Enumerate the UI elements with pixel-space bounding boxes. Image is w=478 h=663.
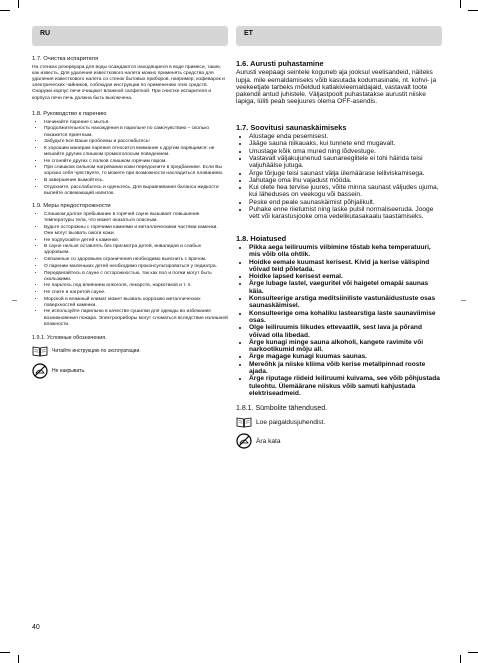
list-item: • Связанные со здоровьем ограничения необходимо выяснить с врачом.	[44, 257, 228, 263]
list-item: • Ärge magage kunagi kuumas saunas.	[249, 353, 442, 360]
list-item: • В сауне нельзя оставлять без присмотра детей, инвалидов и слабых здоровьем.	[44, 244, 228, 256]
crop-mark	[18, 0, 19, 8]
symbol-label: Ära kata	[256, 437, 281, 445]
section-ru-1-8	[32, 111, 228, 197]
section-body: Aurusti veepaagi seintele koguneb aja jooksul veelisandeid, näiteks lupja. mile eemaldamiseks võib kasutada kodumasinate, nt. kohvi- ja veekeetjate tarbeks mõeldud katlakivieemaldajaid, vastavalt toote pakendil antud juhistele. Väljastpoolt puhastatakse aurustit niiske lapiga, lüliti peab seejuures olema OFF-asendis.	[236, 69, 437, 106]
list-item: • Peske end peale saunaskäimist põhjalikult.	[249, 199, 442, 206]
list-item: • К хорошим манерам парения относится внимание к другим парящимся: не мешайте другим слишком громкоголосым поведением.	[44, 146, 228, 158]
do-not-cover-icon	[32, 363, 48, 379]
language-code-ru: RU	[40, 30, 51, 37]
list-item: • Hoidke eemale kuumast kerisest. Kivid ja kerise välispind võivad teid põletada.	[249, 259, 442, 274]
crop-mark	[468, 652, 478, 653]
list-item: • О парении маленьких детей необходимо проконсультироваться у педиатра.	[44, 264, 228, 270]
list-item: • В завершение вымойтесь.	[44, 178, 228, 184]
registration-tick	[461, 300, 466, 301]
registration-tick	[12, 300, 17, 301]
section-ru-1-9	[32, 203, 228, 328]
section-ru-1-9-1	[32, 335, 228, 379]
list-item: • Будьте осторожны с горячими камнями и металлическими частями каменки. Они могут вызвать ожоги кожи.	[44, 225, 228, 237]
list-item: • Hoidke lapsed kerisest eemal.	[249, 273, 442, 280]
crop-mark	[460, 0, 461, 8]
list-item: • Pikka aega leiliruumis viibimine tõstab keha temperatuuri, mis võib olla ohtlik.	[249, 244, 442, 259]
crop-mark	[468, 10, 478, 11]
section-et-1-8-1	[236, 405, 442, 449]
page-number: 40	[32, 624, 40, 631]
section-title: 1.8. Hoiatused	[236, 233, 287, 243]
list-item: • Ärge riputage riideid leiliruumi kuivama, see võib põhjustada tuleohtu. Ülemäärane niiskus võib samuti kahjustada elektriseadmeid.	[249, 375, 442, 397]
list-item: • Слишком долгое пребывание в горячей сауне вызывает повышение температуры тела, что может оказаться опасным.	[44, 212, 228, 224]
crop-mark	[18, 655, 19, 663]
list-item: • Не используйте парильню в качестве сушилки для одежды во избежание возникновения пожара. Электроприборы могут сломаться вследствие излишней влажности.	[44, 309, 228, 327]
section-et-1-8	[236, 235, 442, 398]
list-item: • Передвигайтесь в сауне с осторожностью, так как пол и полки могут быть скользкими.	[44, 271, 228, 283]
section-title: 1.7. Soovitusi saunaskäimiseks	[236, 122, 347, 132]
bullet-list	[32, 212, 228, 328]
list-item: • Не подпускайте детей к каменке.	[44, 238, 228, 244]
do-not-cover-icon	[236, 433, 252, 449]
list-item: • Mereõhk ja niiske kliima võib kerise metallpinnad rooste ajada.	[249, 361, 442, 376]
symbol-read-manual	[32, 345, 228, 357]
list-item: • Не парьтесь под влиянием алкоголя, лекарств, наркотиков и т. п.	[44, 283, 228, 289]
crop-mark	[0, 652, 10, 653]
open-book-icon	[32, 345, 48, 357]
bullet-list	[32, 120, 228, 197]
symbol-label: Не накрывать.	[52, 367, 86, 374]
section-title: 1.8.1. Sümbolite tähendused.	[236, 405, 328, 413]
symbol-label: Loe paigaldusjuhendist.	[256, 418, 326, 426]
list-item: • Ärge kunagi minge sauna alkoholi, kangete ravimite või narkootikumid mõju all.	[249, 339, 442, 354]
bullet-list	[236, 133, 442, 221]
list-item: • Не сгоняйте других с полков слишком горячим паром.	[44, 159, 228, 165]
bullet-list	[236, 244, 442, 397]
section-title: 1.9.1. Условные обозначения.	[32, 334, 107, 341]
crop-mark	[0, 10, 10, 11]
language-code-et: ET	[244, 30, 253, 37]
list-item: • Kui olete hea tervise juures, võite minna saunast väljudes ujuma, kui läheduses on veekogu või bassein.	[249, 184, 442, 199]
list-item: • Jääge sauna niikauaks, kui tunnete end mugavalt.	[249, 140, 442, 147]
list-item: • Puhake enne riietumist ning laske pulsil normaliseeruda. Jooge vett või karastusjooke oma vedelikutasakaalu taastamiseks.	[249, 206, 442, 221]
list-item: • При слишком сильном нагревании кожи передохните в предбаннике. Если Вы хорошо себя чувствуете, то можете при возможности насладиться плаванием.	[44, 165, 228, 177]
list-item: • Jahutage oma ihu vajadust mööda.	[249, 177, 442, 184]
symbol-do-not-cover	[236, 433, 442, 449]
list-item: • Ärge tõrjuge teisi saunast välja ülemäärase leiliviskamisega.	[249, 170, 442, 177]
list-item: • Отдохните, расслабьтесь и оденьтесь. Для выравнивания баланса жидкости выпейте освежающий напиток.	[44, 185, 228, 197]
list-item: • Alustage enda pesemisest.	[249, 133, 442, 140]
list-item: • Не спите в нагретой сауне.	[44, 290, 228, 296]
header-bar-et	[236, 26, 442, 46]
list-item: • Продолжительность нахождения в парильне по самочувствию – сколько покажется приятным.	[44, 126, 228, 138]
open-book-icon	[236, 416, 252, 428]
section-title: 1.7. Очистка испарителя	[32, 56, 99, 62]
symbol-read-manual	[236, 416, 442, 428]
section-title: 1.8. Руководство к парению	[32, 110, 107, 117]
section-ru-1-7	[32, 56, 228, 102]
section-title: 1.9. Меры предосторожности	[32, 203, 111, 210]
section-et-1-7	[236, 124, 442, 221]
symbol-do-not-cover	[32, 363, 228, 379]
list-item: • Konsulteerige oma kohaliku lastearstiga laste saunaviimise osas.	[249, 310, 442, 325]
list-item: • Начинайте парение с мытья.	[44, 120, 228, 126]
header-bar-ru	[32, 26, 228, 46]
list-item: • Vastavalt väljakujunenud saunareeglitele ei tohi häirida teisi valjuhäälse jutuga.	[249, 155, 442, 170]
section-title: 1.6. Aurusti puhastamine	[236, 59, 324, 68]
list-item: • Ärge lubage lastel, vaeguritel või haigetel omapäi saunas käia.	[249, 280, 442, 295]
symbol-label: Читайте инструкцию по эксплуатации.	[52, 347, 141, 354]
crop-mark	[460, 655, 461, 663]
section-body: На стенках резервуара для воды осаждаются находящиеся в воде примеси, такие, как известь. Для удаления известкового налета можно применять средства для удаления известкового налета со стенок бытовых приборов, например, кофеварок и электрических чайников, соблюдая инструкции по применению этих средств. Снаружи корпус печи очищают влажной салфеткой. При очистке испарителя и корпуса печи печь должна быть выключена.	[32, 65, 225, 101]
list-item: • Unustage kõik oma mured ning lõdvestuge.	[249, 148, 442, 155]
list-item: • Морской и влажный климат может вызвать коррозию металлических поверхностей каменки.	[44, 297, 228, 309]
list-item: • Забудьте все Ваши проблемы и расслабьтесь!	[44, 139, 228, 145]
list-item: • Olge leiliruumis liikudes ettevaatlik, sest lava ja põrand võivad olla libedad.	[249, 324, 442, 339]
column-ru	[32, 56, 228, 379]
column-et	[236, 60, 442, 449]
section-et-1-6	[236, 60, 442, 106]
list-item: • Konsulteerige arstiga meditsiiniliste vastunäidustuste osas saunaskäimisel.	[249, 295, 442, 310]
